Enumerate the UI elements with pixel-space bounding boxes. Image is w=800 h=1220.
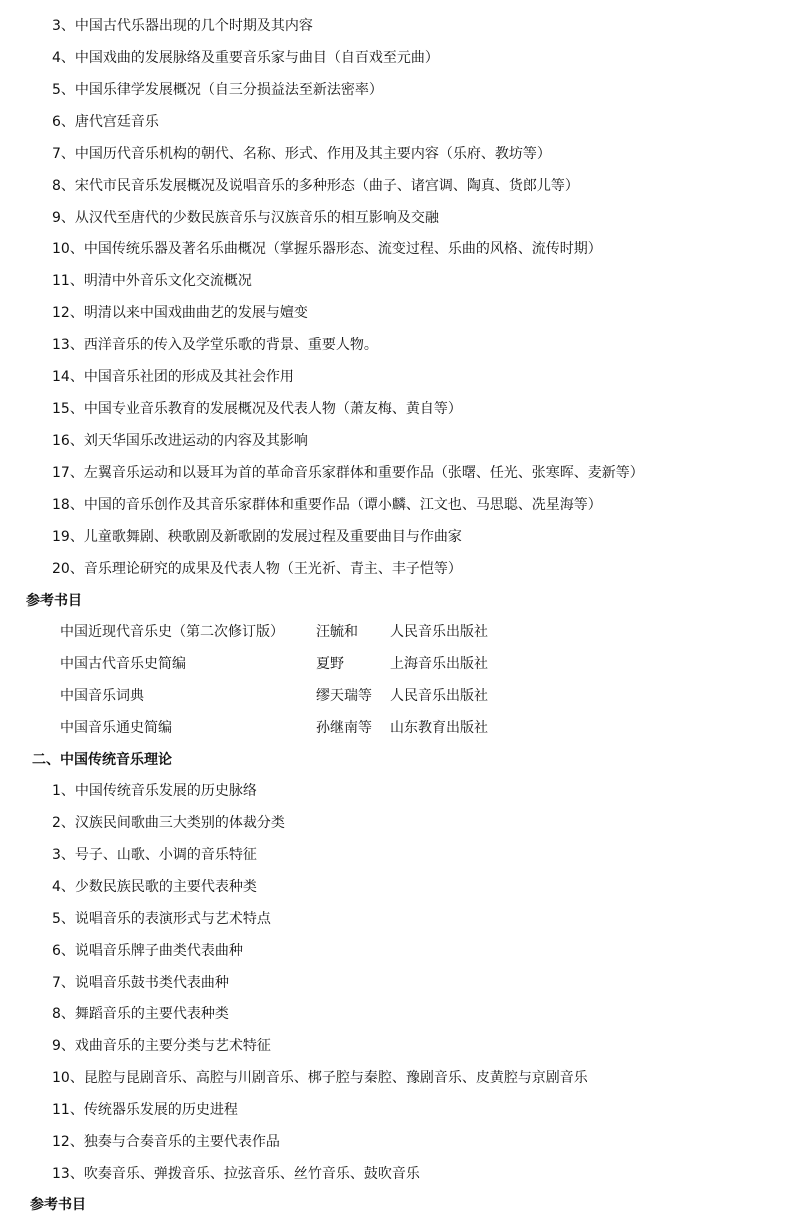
reference-publisher: 上海音乐出版社 bbox=[390, 656, 488, 672]
list-item: 11、明清中外音乐文化交流概况 bbox=[52, 273, 252, 289]
list-item: 2、汉族民间歌曲三大类别的体裁分类 bbox=[52, 815, 285, 831]
list-item: 6、说唱音乐牌子曲类代表曲种 bbox=[52, 943, 243, 959]
reference-author: 缪天瑞等 bbox=[316, 688, 372, 704]
list-item: 12、独奏与合奏音乐的主要代表作品 bbox=[52, 1134, 280, 1150]
list-item: 16、刘天华国乐改进运动的内容及其影响 bbox=[52, 433, 308, 449]
reference-author: 汪毓和 bbox=[316, 624, 358, 640]
references-heading: 参考书目 bbox=[26, 593, 82, 609]
list-item: 18、中国的音乐创作及其音乐家群体和重要作品（谭小麟、江文也、马思聪、冼星海等） bbox=[52, 497, 602, 513]
list-item: 11、传统器乐发展的历史进程 bbox=[52, 1102, 238, 1118]
list-item: 5、说唱音乐的表演形式与艺术特点 bbox=[52, 911, 271, 927]
reference-title: 中国音乐通史简编 bbox=[60, 720, 172, 736]
list-item: 9、戏曲音乐的主要分类与艺术特征 bbox=[52, 1038, 271, 1054]
reference-title: 中国近现代音乐史（第二次修订版） bbox=[60, 624, 284, 640]
reference-publisher: 山东教育出版社 bbox=[390, 720, 488, 736]
list-item: 4、中国戏曲的发展脉络及重要音乐家与曲目（自百戏至元曲） bbox=[52, 50, 439, 66]
list-item: 9、从汉代至唐代的少数民族音乐与汉族音乐的相互影响及交融 bbox=[52, 210, 439, 226]
reference-author: 夏野 bbox=[316, 656, 344, 672]
list-item: 8、舞蹈音乐的主要代表种类 bbox=[52, 1006, 229, 1022]
list-item: 1、中国传统音乐发展的历史脉络 bbox=[52, 783, 257, 799]
list-item: 7、中国历代音乐机构的朝代、名称、形式、作用及其主要内容（乐府、教坊等） bbox=[52, 146, 551, 162]
list-item: 19、儿童歌舞剧、秧歌剧及新歌剧的发展过程及重要曲目与作曲家 bbox=[52, 529, 462, 545]
list-item: 3、号子、山歌、小调的音乐特征 bbox=[52, 847, 257, 863]
reference-title: 中国古代音乐史简编 bbox=[60, 656, 186, 672]
list-item: 13、西洋音乐的传入及学堂乐歌的背景、重要人物。 bbox=[52, 337, 378, 353]
reference-title: 中国音乐词典 bbox=[60, 688, 144, 704]
list-item: 10、中国传统乐器及著名乐曲概况（掌握乐器形态、流变过程、乐曲的风格、流传时期） bbox=[52, 241, 602, 257]
section-heading: 二、中国传统音乐理论 bbox=[32, 752, 172, 768]
list-item: 14、中国音乐社团的形成及其社会作用 bbox=[52, 369, 294, 385]
list-item: 6、唐代宫廷音乐 bbox=[52, 114, 159, 130]
reference-publisher: 人民音乐出版社 bbox=[390, 624, 488, 640]
list-item: 15、中国专业音乐教育的发展概况及代表人物（萧友梅、黄自等） bbox=[52, 401, 462, 417]
list-item: 5、中国乐律学发展概况（自三分损益法至新法密率） bbox=[52, 82, 383, 98]
list-item: 10、昆腔与昆剧音乐、高腔与川剧音乐、梆子腔与秦腔、豫剧音乐、皮黄腔与京剧音乐 bbox=[52, 1070, 588, 1086]
list-item: 17、左翼音乐运动和以聂耳为首的革命音乐家群体和重要作品（张曙、任光、张寒晖、麦新等） bbox=[52, 465, 644, 481]
list-item: 7、说唱音乐鼓书类代表曲种 bbox=[52, 975, 229, 991]
reference-publisher: 人民音乐出版社 bbox=[390, 688, 488, 704]
list-item: 13、吹奏音乐、弹拨音乐、拉弦音乐、丝竹音乐、鼓吹音乐 bbox=[52, 1166, 420, 1182]
list-item: 20、音乐理论研究的成果及代表人物（王光祈、青主、丰子恺等） bbox=[52, 561, 462, 577]
list-item: 8、宋代市民音乐发展概况及说唱音乐的多种形态（曲子、诸宫调、陶真、货郎儿等） bbox=[52, 178, 579, 194]
list-item: 4、少数民族民歌的主要代表种类 bbox=[52, 879, 257, 895]
references-heading: 参考书目 bbox=[30, 1197, 86, 1213]
list-item: 3、中国古代乐器出现的几个时期及其内容 bbox=[52, 18, 313, 34]
list-item: 12、明清以来中国戏曲曲艺的发展与嬗变 bbox=[52, 305, 308, 321]
reference-author: 孙继南等 bbox=[316, 720, 372, 736]
